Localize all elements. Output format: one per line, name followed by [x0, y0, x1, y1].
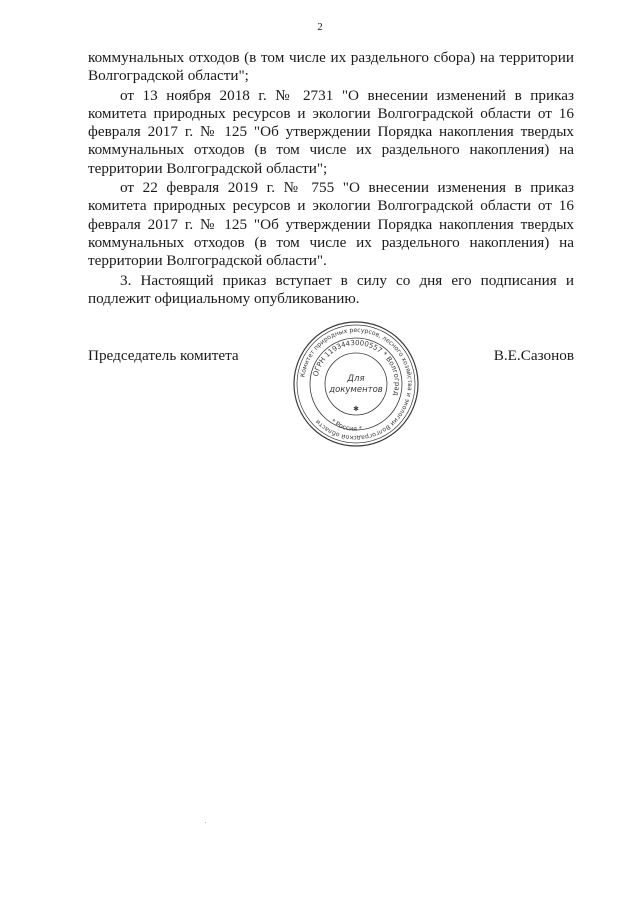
- official-seal-stamp: [291, 319, 421, 449]
- document-body: [88, 49, 574, 308]
- stamp-bottom-text: * Россия *: [329, 417, 363, 434]
- stamp-center-line1: Для: [347, 374, 365, 384]
- stamp-center-line2: документов: [329, 385, 383, 395]
- paragraph-order-755: от 22 февраля 2019 г. № 755 "О внесении изменения в приказ комитета природных ресурсов и экологии Волгоградской области от 16 февраля 2017 г. № 125 "Об утверждении Порядка накопления твердых коммунальных отходов (в том числе их раздельного накопления) на территории Волгоградской области".: [88, 179, 574, 270]
- stamp-middle-text: ОГРН 1193443000557 * Волгоград: [311, 338, 402, 397]
- scan-speck: [205, 822, 206, 823]
- paragraph-effective-date: 3. Настоящий приказ вступает в силу со дня его подписания и подлежит официальному опубликованию.: [88, 271, 574, 307]
- stamp-star-icon: ✱: [353, 405, 359, 413]
- signer-name: В.Е.Сазонов: [493, 347, 574, 364]
- signer-title: Председатель комитета: [88, 347, 239, 364]
- stamp-outer-text: Комитет природных ресурсов, лесного хозяйства и экологии Волгоградской области: [299, 326, 414, 442]
- paragraph-order-2731: от 13 ноября 2018 г. № 2731 "О внесении изменений в приказ комитета природных ресурсов и экологии Волгоградской области от 16 февраля 2017 г. № 125 "Об утверждении Порядка накопления твердых коммунальных отходов (в том числе их раздельного накопления) на территории Волгоградской области";: [88, 86, 574, 177]
- paragraph-continuation: коммунальных отходов (в том числе их раздельного сбора) на территории Волгоградской области";: [88, 49, 574, 85]
- page-number: 2: [317, 21, 323, 33]
